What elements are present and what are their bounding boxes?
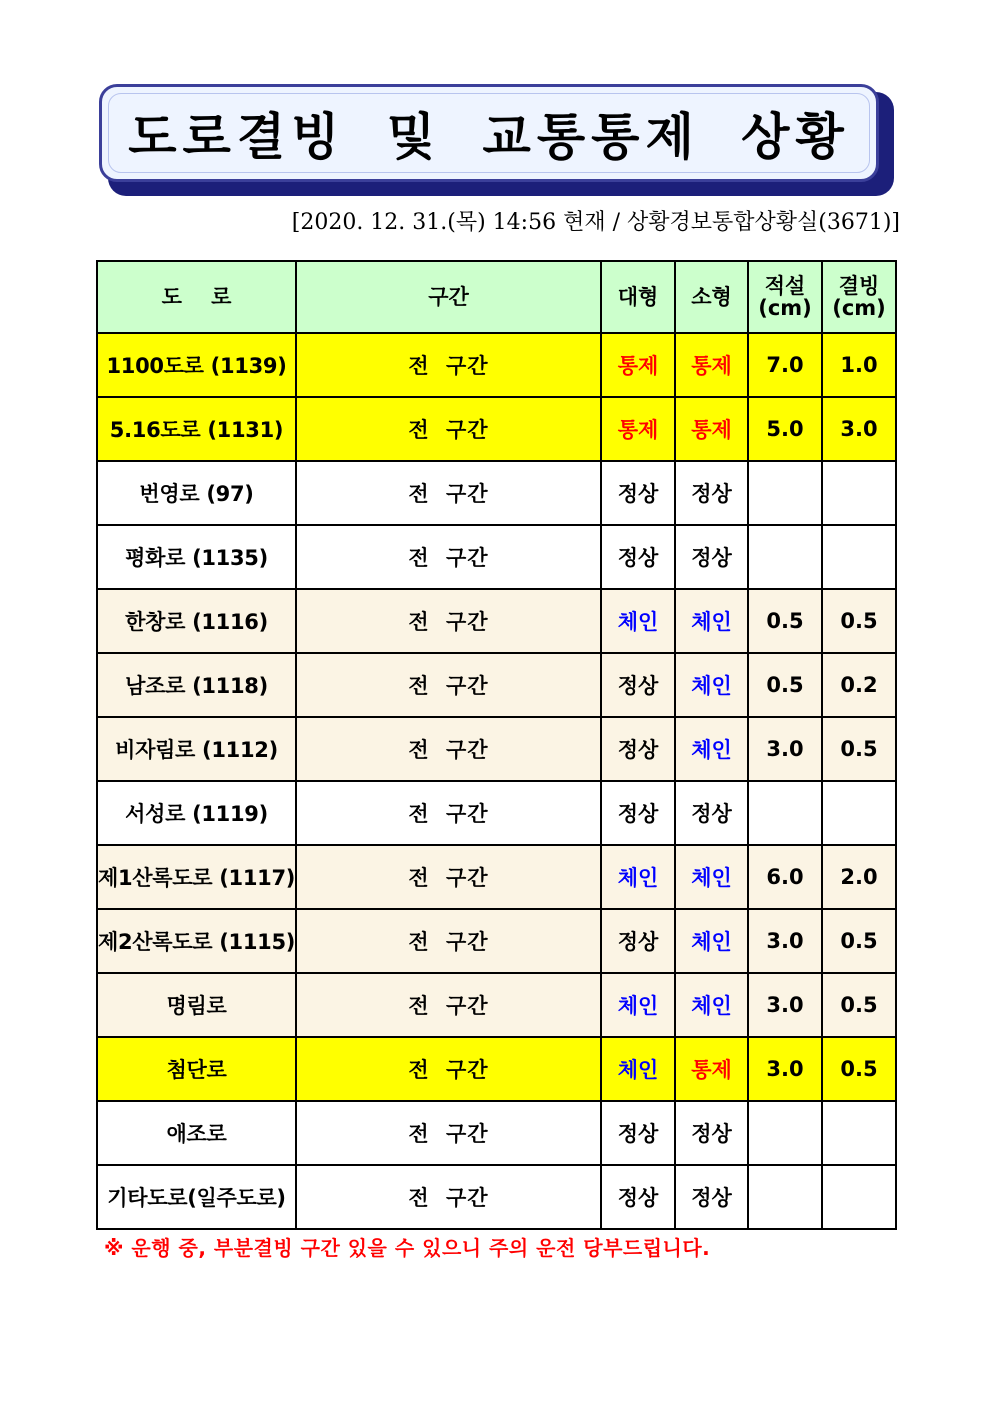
ice-depth-cell bbox=[822, 525, 896, 589]
section-cell: 전 구간 bbox=[296, 1165, 601, 1229]
snow-depth-cell: 3.0 bbox=[748, 973, 822, 1037]
large-vehicle-status-cell: 체인 bbox=[601, 1037, 675, 1101]
ice-depth-cell: 0.2 bbox=[822, 653, 896, 717]
large-vehicle-status-cell: 정상 bbox=[601, 653, 675, 717]
snow-depth-cell: 3.0 bbox=[748, 717, 822, 781]
snow-depth-cell: 3.0 bbox=[748, 909, 822, 973]
ice-depth-cell: 3.0 bbox=[822, 397, 896, 461]
table-row bbox=[97, 333, 896, 397]
section-cell: 전 구간 bbox=[296, 1101, 601, 1165]
title-box bbox=[99, 84, 879, 182]
snow-depth-cell bbox=[748, 1101, 822, 1165]
large-vehicle-status-cell: 정상 bbox=[601, 1165, 675, 1229]
section-cell: 전 구간 bbox=[296, 973, 601, 1037]
large-vehicle-status-cell: 체인 bbox=[601, 589, 675, 653]
road-name-cell: 한창로 (1116) bbox=[97, 589, 296, 653]
ice-depth-cell: 0.5 bbox=[822, 973, 896, 1037]
snow-depth-cell bbox=[748, 781, 822, 845]
road-name-cell: 명림로 bbox=[97, 973, 296, 1037]
snow-depth-cell bbox=[748, 525, 822, 589]
large-vehicle-status-cell: 정상 bbox=[601, 909, 675, 973]
small-vehicle-status-cell: 체인 bbox=[675, 717, 748, 781]
report-timestamp: [2020. 12. 31.(목) 14:56 현재 / 상황경보통합상황실(3671)] bbox=[291, 210, 900, 235]
table-row bbox=[97, 973, 896, 1037]
large-vehicle-status-cell: 정상 bbox=[601, 461, 675, 525]
large-vehicle-status-cell: 정상 bbox=[601, 1101, 675, 1165]
large-vehicle-status-cell: 정상 bbox=[601, 525, 675, 589]
header-section: 구간 bbox=[296, 261, 601, 333]
road-name-cell: 1100도로 (1139) bbox=[97, 333, 296, 397]
table-row bbox=[97, 1037, 896, 1101]
small-vehicle-status-cell: 통제 bbox=[675, 333, 748, 397]
large-vehicle-status-cell: 정상 bbox=[601, 781, 675, 845]
table-row bbox=[97, 397, 896, 461]
table-row bbox=[97, 845, 896, 909]
road-name-cell: 남조로 (1118) bbox=[97, 653, 296, 717]
table-header-row bbox=[97, 261, 896, 333]
small-vehicle-status-cell: 체인 bbox=[675, 589, 748, 653]
table-row bbox=[97, 461, 896, 525]
table-row bbox=[97, 909, 896, 973]
header-snow-depth bbox=[748, 261, 822, 333]
section-cell: 전 구간 bbox=[296, 717, 601, 781]
page-title: 도로결빙 및 교통통제 상황 bbox=[128, 108, 850, 166]
ice-depth-cell: 2.0 bbox=[822, 845, 896, 909]
snow-depth-cell bbox=[748, 1165, 822, 1229]
ice-depth-cell: 0.5 bbox=[822, 717, 896, 781]
small-vehicle-status-cell: 체인 bbox=[675, 653, 748, 717]
snow-depth-cell: 6.0 bbox=[748, 845, 822, 909]
road-name-cell: 제1산록도로 (1117) bbox=[97, 845, 296, 909]
small-vehicle-status-cell: 정상 bbox=[675, 525, 748, 589]
snow-depth-cell: 3.0 bbox=[748, 1037, 822, 1101]
table-row bbox=[97, 653, 896, 717]
snow-depth-cell: 5.0 bbox=[748, 397, 822, 461]
road-name-cell: 기타도로(일주도로) bbox=[97, 1165, 296, 1229]
section-cell: 전 구간 bbox=[296, 845, 601, 909]
road-name-cell: 서성로 (1119) bbox=[97, 781, 296, 845]
small-vehicle-status-cell: 체인 bbox=[675, 909, 748, 973]
snow-depth-cell: 7.0 bbox=[748, 333, 822, 397]
table-row bbox=[97, 525, 896, 589]
section-cell: 전 구간 bbox=[296, 333, 601, 397]
header-large-vehicle: 대형 bbox=[601, 261, 675, 333]
ice-depth-cell bbox=[822, 461, 896, 525]
road-name-cell: 번영로 (97) bbox=[97, 461, 296, 525]
section-cell: 전 구간 bbox=[296, 1037, 601, 1101]
small-vehicle-status-cell: 정상 bbox=[675, 1101, 748, 1165]
header-ice-label: 결빙 bbox=[838, 274, 880, 298]
road-name-cell: 비자림로 (1112) bbox=[97, 717, 296, 781]
header-snow-unit: (cm) bbox=[758, 296, 812, 320]
ice-depth-cell: 0.5 bbox=[822, 589, 896, 653]
ice-depth-cell bbox=[822, 1165, 896, 1229]
large-vehicle-status-cell: 체인 bbox=[601, 845, 675, 909]
header-snow-label: 적설 bbox=[764, 274, 806, 298]
road-name-cell: 평화로 (1135) bbox=[97, 525, 296, 589]
snow-depth-cell: 0.5 bbox=[748, 589, 822, 653]
road-name-cell: 첨단로 bbox=[97, 1037, 296, 1101]
road-status-table bbox=[96, 260, 897, 1230]
table-row bbox=[97, 1165, 896, 1229]
section-cell: 전 구간 bbox=[296, 909, 601, 973]
small-vehicle-status-cell: 통제 bbox=[675, 397, 748, 461]
large-vehicle-status-cell: 통제 bbox=[601, 333, 675, 397]
small-vehicle-status-cell: 정상 bbox=[675, 781, 748, 845]
caution-note: ※ 운행 중, 부분결빙 구간 있을 수 있으니 주의 운전 당부드립니다. bbox=[104, 1236, 711, 1260]
section-cell: 전 구간 bbox=[296, 461, 601, 525]
small-vehicle-status-cell: 정상 bbox=[675, 1165, 748, 1229]
small-vehicle-status-cell: 체인 bbox=[675, 973, 748, 1037]
large-vehicle-status-cell: 정상 bbox=[601, 717, 675, 781]
ice-depth-cell: 0.5 bbox=[822, 1037, 896, 1101]
table-row bbox=[97, 781, 896, 845]
table-body bbox=[97, 333, 896, 1229]
header-ice-unit: (cm) bbox=[832, 296, 886, 320]
snow-depth-cell: 0.5 bbox=[748, 653, 822, 717]
snow-depth-cell bbox=[748, 461, 822, 525]
small-vehicle-status-cell: 통제 bbox=[675, 1037, 748, 1101]
large-vehicle-status-cell: 체인 bbox=[601, 973, 675, 1037]
ice-depth-cell bbox=[822, 1101, 896, 1165]
header-road: 도 로 bbox=[97, 261, 296, 333]
ice-depth-cell bbox=[822, 781, 896, 845]
section-cell: 전 구간 bbox=[296, 589, 601, 653]
ice-depth-cell: 1.0 bbox=[822, 333, 896, 397]
large-vehicle-status-cell: 통제 bbox=[601, 397, 675, 461]
section-cell: 전 구간 bbox=[296, 781, 601, 845]
ice-depth-cell: 0.5 bbox=[822, 909, 896, 973]
road-name-cell: 5.16도로 (1131) bbox=[97, 397, 296, 461]
small-vehicle-status-cell: 정상 bbox=[675, 461, 748, 525]
table-row bbox=[97, 1101, 896, 1165]
table-row bbox=[97, 589, 896, 653]
small-vehicle-status-cell: 체인 bbox=[675, 845, 748, 909]
section-cell: 전 구간 bbox=[296, 525, 601, 589]
header-small-vehicle: 소형 bbox=[675, 261, 748, 333]
header-ice-depth bbox=[822, 261, 896, 333]
section-cell: 전 구간 bbox=[296, 397, 601, 461]
table-row bbox=[97, 717, 896, 781]
road-name-cell: 애조로 bbox=[97, 1101, 296, 1165]
section-cell: 전 구간 bbox=[296, 653, 601, 717]
road-name-cell: 제2산록도로 (1115) bbox=[97, 909, 296, 973]
